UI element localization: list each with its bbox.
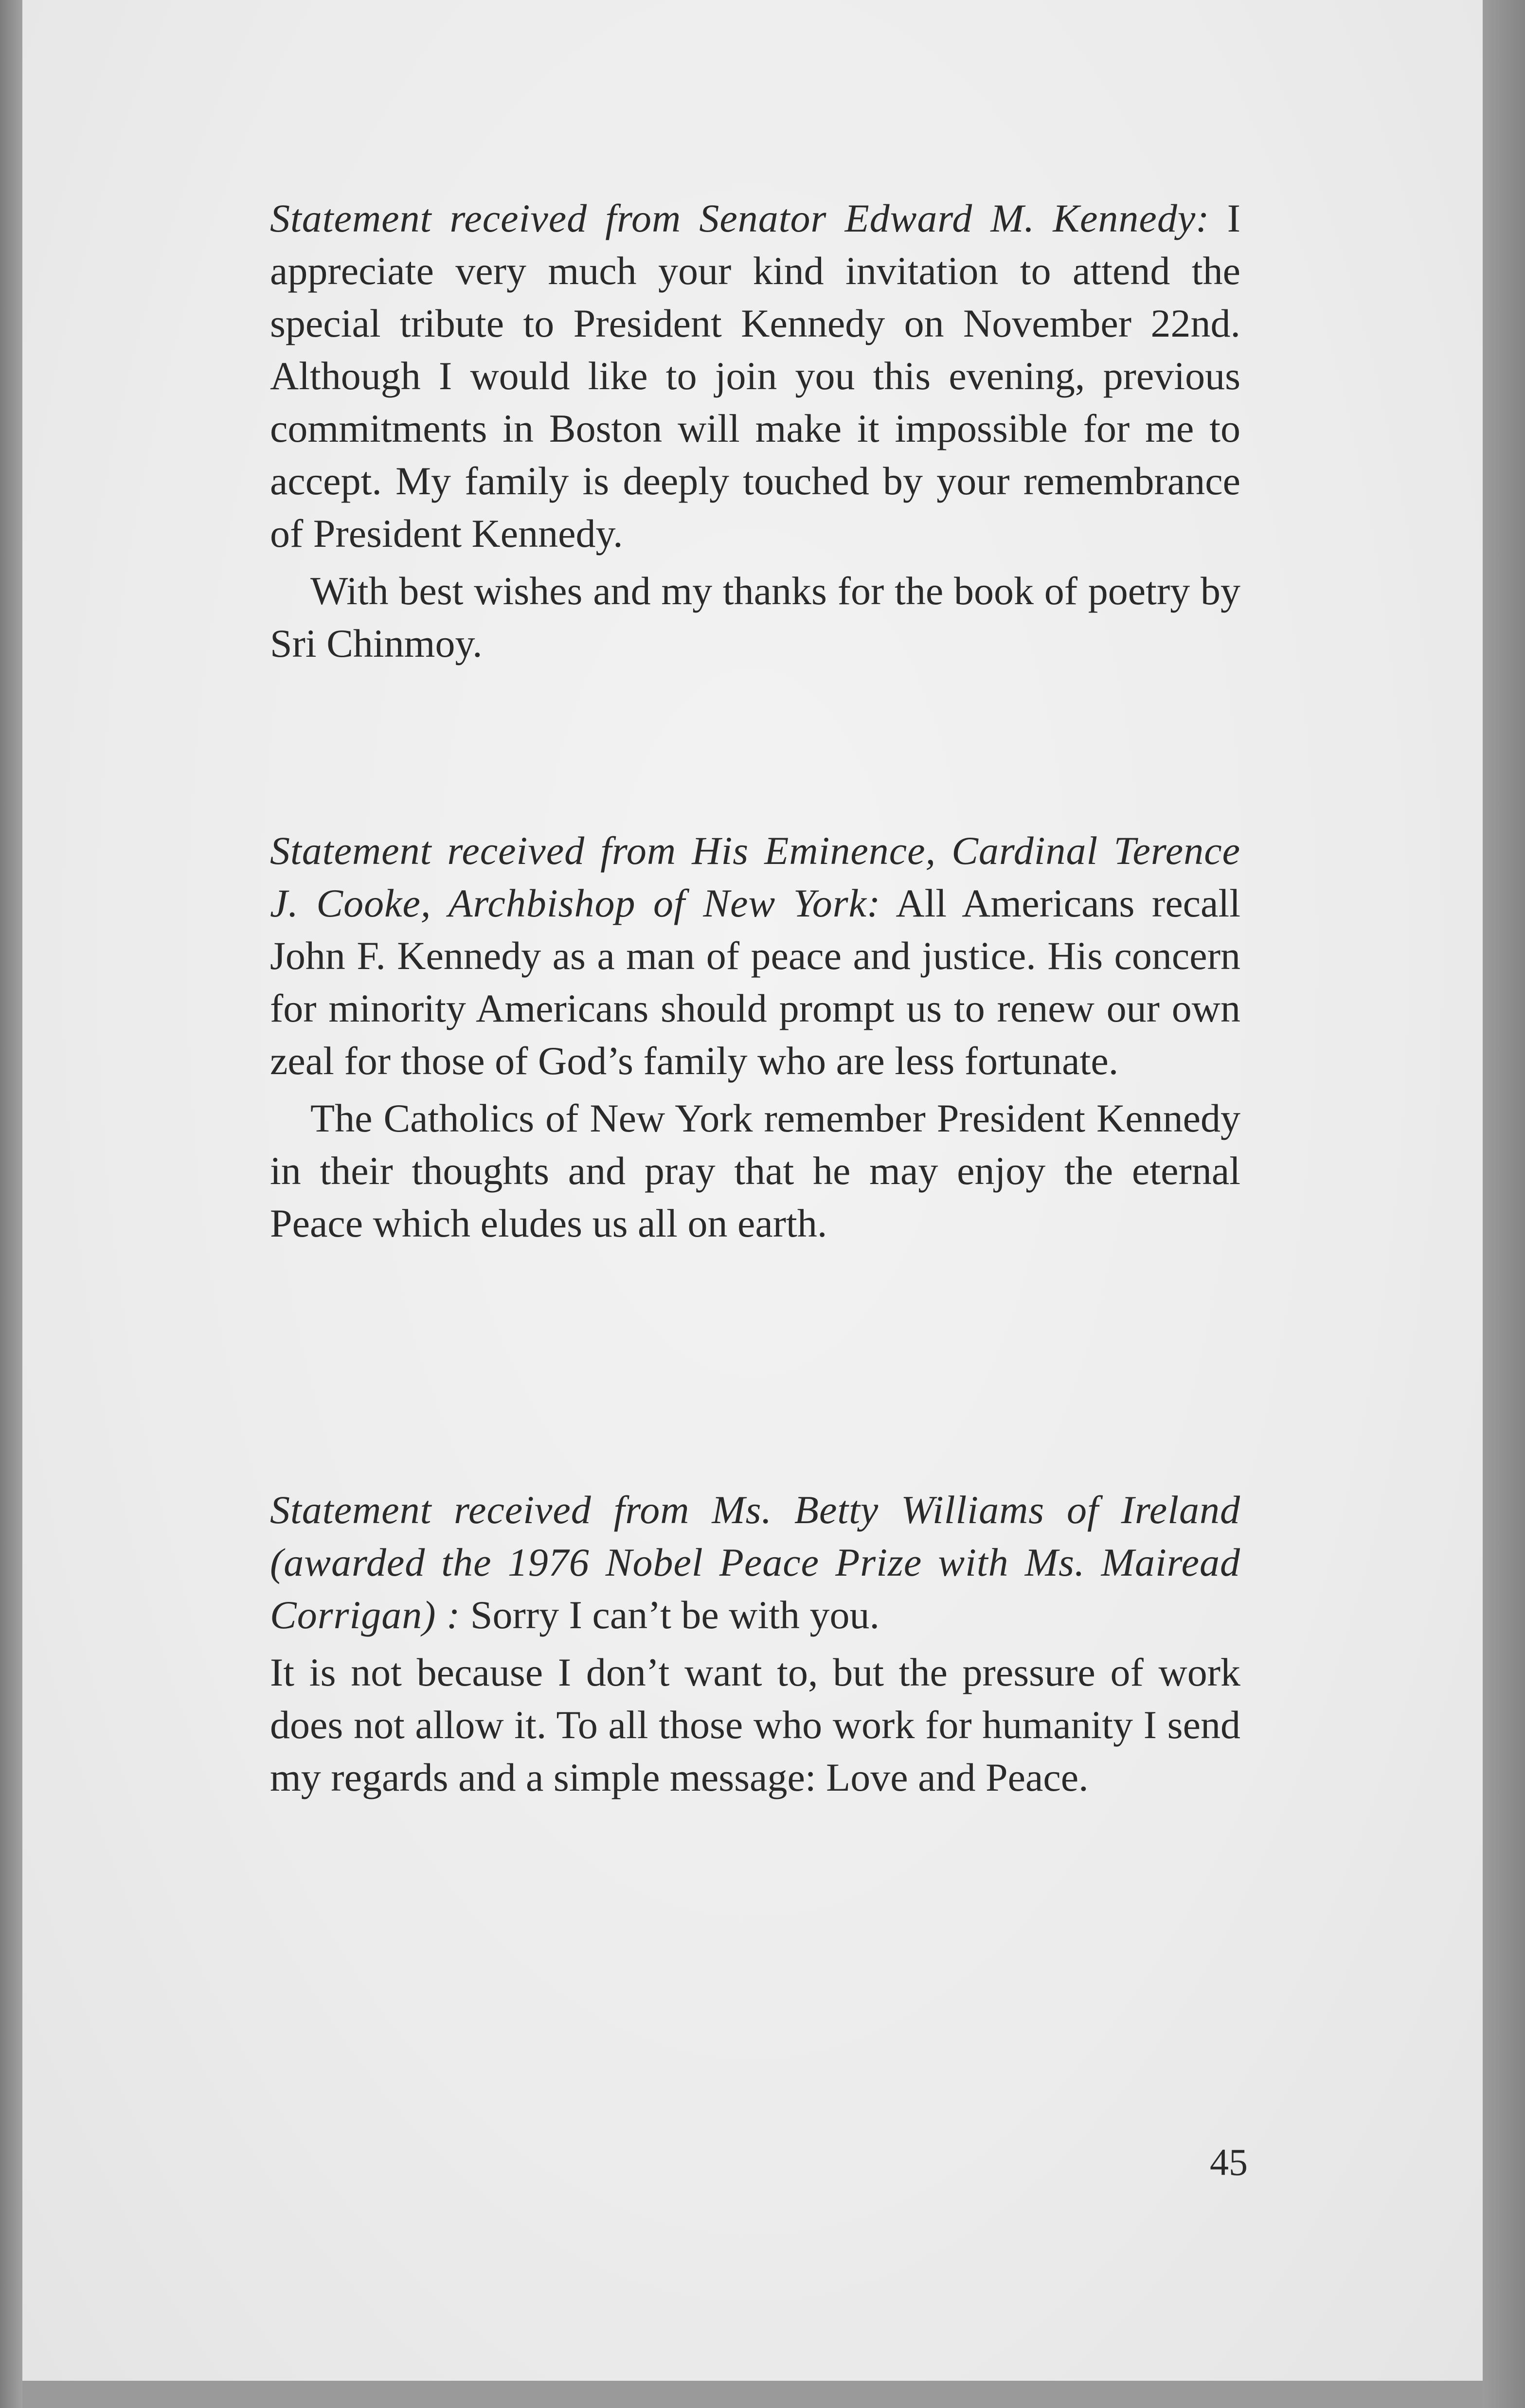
statement-text: All Americans recall John F. Kennedy as a man of peace and justice. His concern for minority Americans should prompt us to renew our own zeal for those of God’s family who are less fortunate. (270, 881, 1240, 1083)
statement-lead: Statement received from Senator Edward M. Kennedy: (270, 196, 1210, 240)
statement-cooke (270, 825, 1240, 1250)
statement-kennedy (270, 192, 1240, 670)
statement-text: Sorry I can’t be with you. (470, 1593, 880, 1637)
statement-paragraph (270, 825, 1240, 1087)
statement-paragraph-2: It is not because I don’t want to, but the pressure of work does not allow it. To all those who work for humanity I send my regards and a simple message: Love and Peace. (270, 1650, 1240, 1799)
statement-lead: Statement received from Ms. Betty Williams of Ireland (awarded the 1976 Nobel Peace Prize with Ms. Mairead Corrigan) : (270, 1488, 1240, 1637)
scan-edge-bottom (22, 2381, 1483, 2408)
statement-lead: Statement received from His Eminence, Cardinal Terence J. Cooke, Archbishop of New York: (270, 828, 1240, 925)
statement-paragraph-2: With best wishes and my thanks for the book of poetry by Sri Chinmoy. (270, 569, 1240, 665)
statement-williams (270, 1484, 1240, 1804)
scan-edge-left (0, 0, 22, 2408)
statement-text: I appreciate very much your kind invitation to attend the special tribute to President Kennedy on November 22nd. Although I would like to join you this evening, previous commitments in Boston will make it impossible for me to accept. My family is deeply touched by your remembrance of President Kennedy. (270, 196, 1240, 556)
statement-paragraph-2: The Catholics of New York remember President Kennedy in their thoughts and pray that he may enjoy the eternal Peace which eludes us all on earth. (270, 1096, 1240, 1245)
statement-paragraph (270, 1484, 1240, 1641)
scan-edge-right (1483, 0, 1525, 2408)
page-number: 45 (1210, 2141, 1248, 2183)
statement-paragraph (270, 192, 1240, 560)
